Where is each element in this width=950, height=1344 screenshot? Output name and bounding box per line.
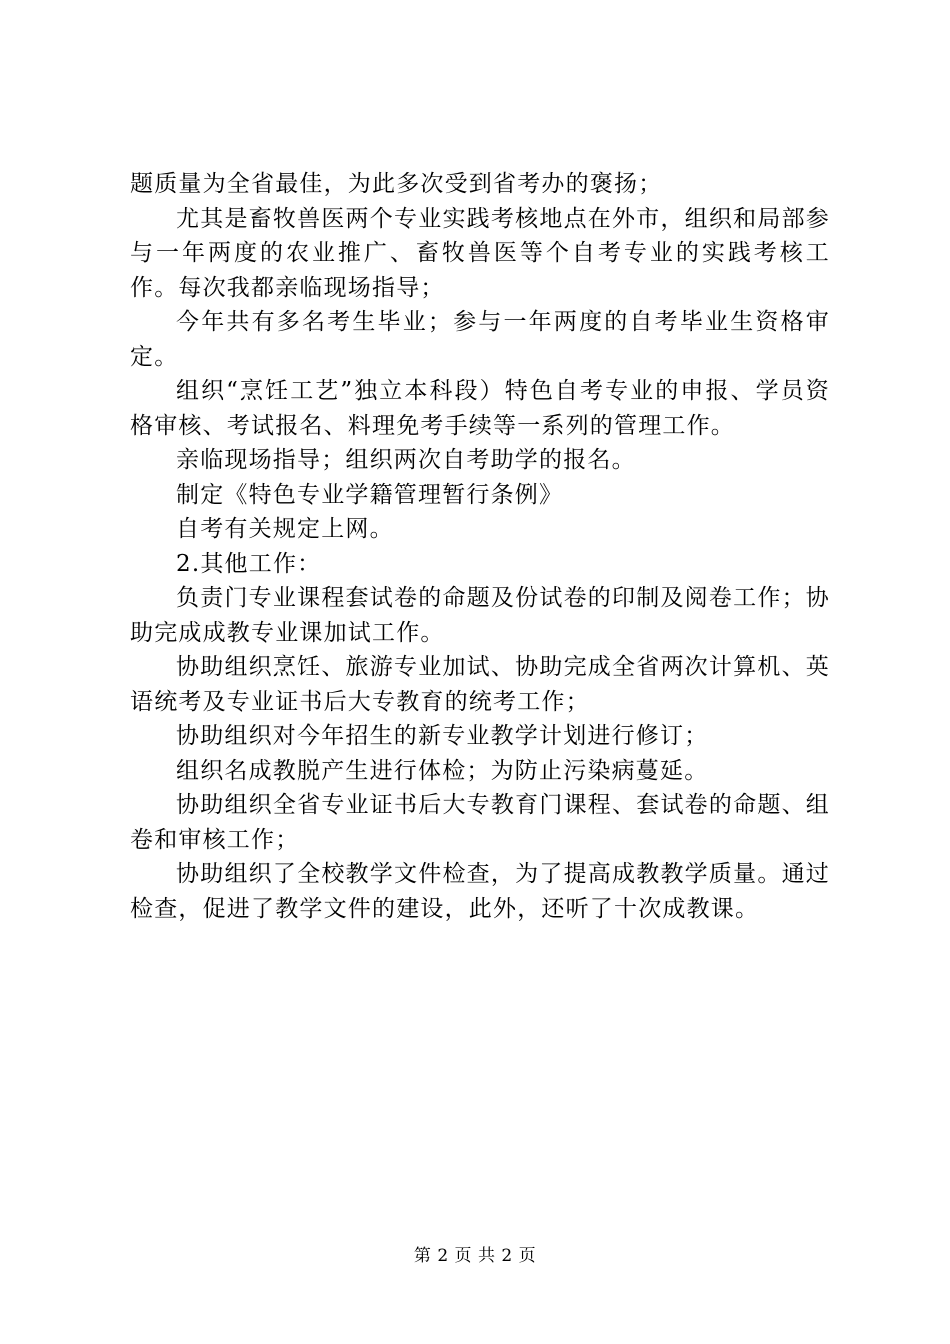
page-number-footer: 第 2 页 共 2 页	[413, 1246, 537, 1266]
paragraph: 今年共有多名考生毕业；参与一年两度的自考毕业生资格审定。	[130, 309, 830, 370]
paragraph: 组织“烹饪工艺”独立本科段）特色自考专业的申报、学员资格审核、考试报名、料理免考手续等一系列的管理工作。	[130, 378, 830, 439]
paragraph: 尤其是畜牧兽医两个专业实践考核地点在外市，组织和局部参与一年两度的农业推广、畜牧兽医等个自考专业的实践考核工作。每次我都亲临现场指导；	[130, 205, 830, 301]
paragraph: 协助组织全省专业证书后大专教育门课程、套试卷的命题、组卷和审核工作；	[130, 792, 830, 853]
paragraph: 协助组织对今年招生的新专业教学计划进行修订；	[176, 723, 709, 749]
paragraph: 组织名成教脱产生进行体检；为防止污染病蔓延。	[176, 757, 709, 784]
paragraph: 亲临现场指导；组织两次自考助学的报名。	[176, 447, 636, 473]
paragraph: 题质量为全省最佳，为此多次受到省考办的褒扬；	[130, 171, 663, 197]
paragraph: 制定《特色专业学籍管理暂行条例》	[176, 481, 564, 508]
paragraph: 协助组织烹饪、旅游专业加试、协助完成全省两次计算机、英语统考及专业证书后大专教育的统考工作；	[130, 654, 830, 715]
document-body	[130, 167, 830, 926]
paragraph: 负责门专业课程套试卷的命题及份试卷的印制及阅卷工作；协助完成成教专业课加试工作。	[130, 585, 830, 646]
paragraph: 自考有关规定上网。	[176, 516, 394, 542]
paragraph: 协助组织了全校教学文件检查，为了提高成教教学质量。通过检查，促进了教学文件的建设，此外，还听了十次成教课。	[130, 861, 830, 922]
section-heading: 2.其他工作：	[176, 550, 322, 577]
